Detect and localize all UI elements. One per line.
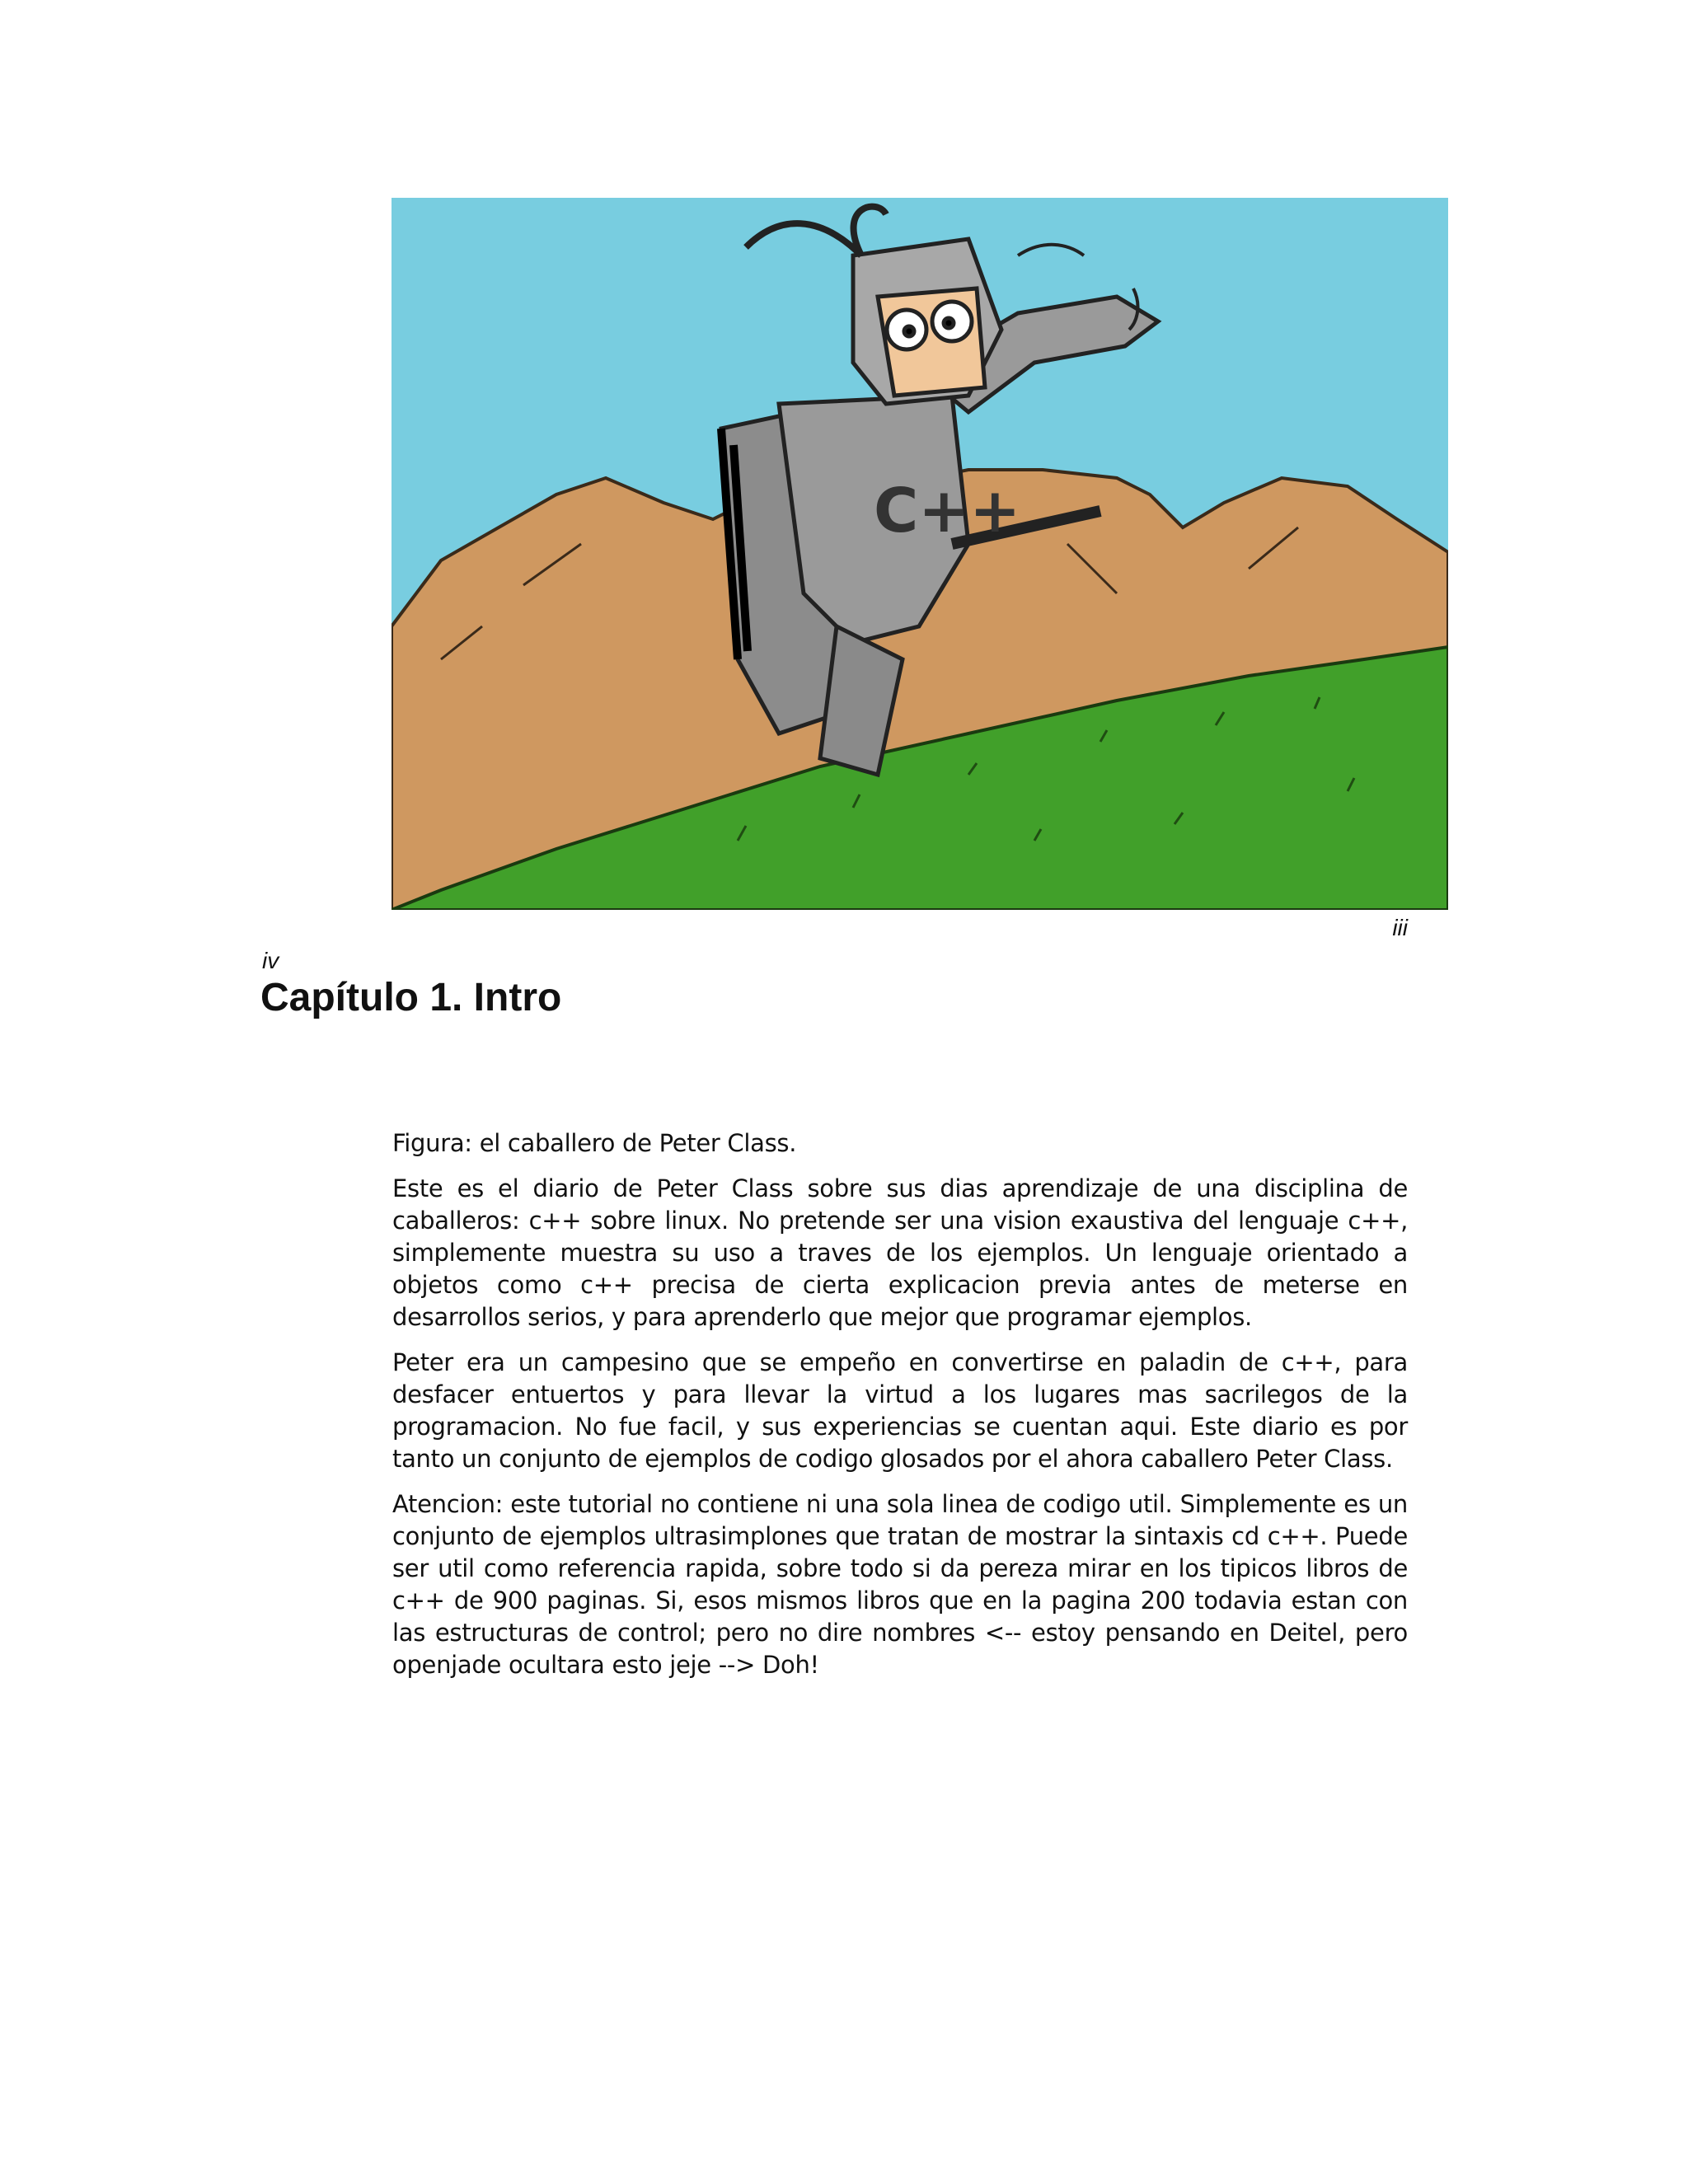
figure-caption: Figura: el caballero de Peter Class. xyxy=(392,1129,797,1157)
paragraph-peter: Peter era un campesino que se empeño en convertirse en paladin de c++, para desfacer entuertos y para llevar la virtud a los lugares mas sacrilegos de la programacion. No fue facil, y sus experiencias se cuentan aqui. Este diario es por tanto un conjunto de ejemplos de codigo glosados por el ahora caballero Peter Class. xyxy=(392,1348,1408,1473)
page-number-iii: iii xyxy=(1392,915,1408,940)
paragraph-intro: Este es el diario de Peter Class sobre sus dias aprendizaje de una disciplina de caballeros: c++ sobre linux. No pretende ser una vision exaustiva del lenguaje c++, simplemente muestra su uso a traves de los ejemplos. Un lenguaje orientado a objetos como c++ precisa de cierta explicacion previa antes de meterse en desarrollos serios, y para aprenderlo que mejor que programar ejemplos. xyxy=(392,1174,1408,1331)
shield-cpp-text: C++ xyxy=(874,476,1021,546)
chapter-title: Capítulo 1. Intro xyxy=(260,976,562,1019)
chapter-body xyxy=(392,1127,1408,1694)
knight-illustration xyxy=(392,198,1448,910)
page-number-iv: iv xyxy=(262,948,279,973)
paragraph-atencion: Atencion: este tutorial no contiene ni una sola linea de codigo util. Simplemente es un conjunto de ejemplos ultrasimplones que tratan de mostrar la sintaxis cd c++. Puede ser util como referencia rapida, sobre todo si da pereza mirar en los tipicos libros de c++ de 900 paginas. Si, esos mismos libros que en la pagina 200 todavia estan con las estructuras de control; pero no dire nombres <-- estoy pensando en Deitel, pero openjade ocultara esto jeje --> Doh! xyxy=(392,1490,1408,1679)
